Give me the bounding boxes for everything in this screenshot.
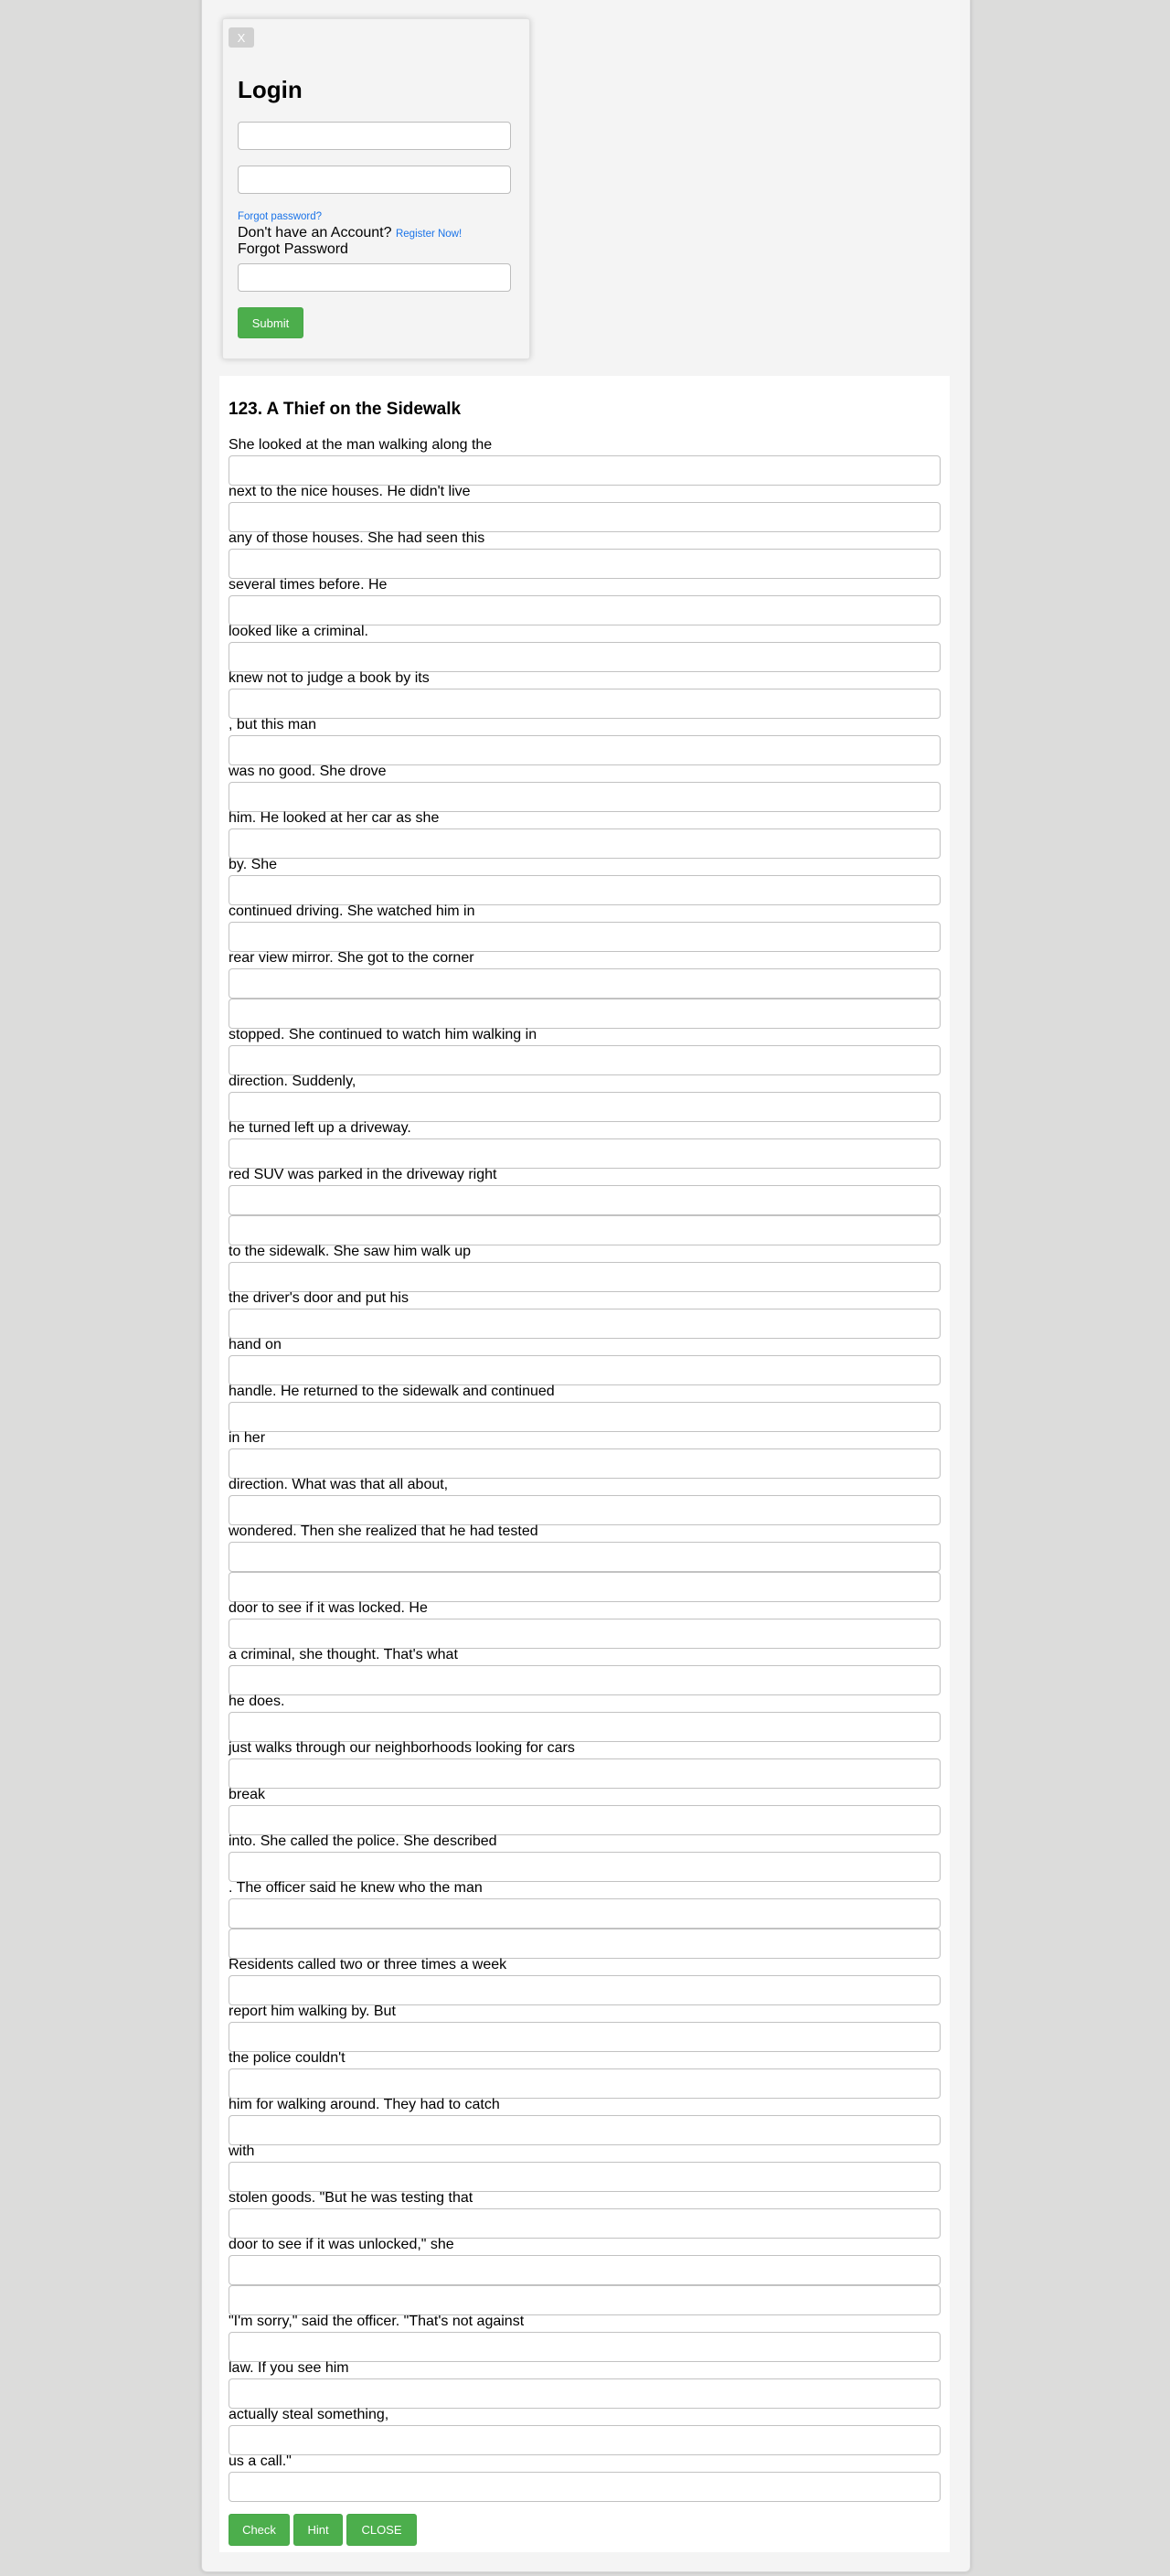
story-text-segment: was no good. She drove — [229, 764, 387, 779]
hint-button[interactable]: Hint — [293, 2514, 343, 2546]
blank-input[interactable] — [229, 549, 941, 579]
story-text-segment: the driver's door and put his — [229, 1290, 409, 1306]
blank-input[interactable] — [229, 1898, 941, 1929]
blank-input[interactable] — [229, 1495, 941, 1525]
story-text-segment: any of those houses. She had seen this — [229, 530, 485, 546]
story-text-segment: by. She — [229, 857, 278, 872]
story-text-segment: Residents called two or three times a week — [229, 1957, 507, 1972]
check-button[interactable]: Check — [229, 2514, 290, 2546]
blank-input[interactable] — [229, 2115, 941, 2145]
blank-input[interactable] — [229, 2285, 941, 2315]
story-title: 123. A Thief on the Sidewalk — [229, 400, 462, 419]
blank-input[interactable] — [229, 1805, 941, 1835]
story-text-segment: him. He looked at her car as she — [229, 810, 440, 826]
blank-input[interactable] — [229, 1665, 941, 1695]
story-text-segment: red SUV was parked in the driveway right — [229, 1167, 497, 1182]
blank-input[interactable] — [229, 1572, 941, 1602]
story-text-segment: several times before. He — [229, 577, 388, 593]
blank-input[interactable] — [229, 1215, 941, 1245]
story-text-segment: rear view mirror. She got to the corner — [229, 950, 474, 966]
story-text-segment: stopped. She continued to watch him walking in — [229, 1027, 537, 1042]
story-text-segment: with — [229, 2143, 255, 2159]
story-text-segment: hand on — [229, 1337, 282, 1352]
blank-input[interactable] — [229, 1092, 941, 1122]
blank-input[interactable] — [229, 595, 941, 625]
register-link[interactable]: Register Now! — [395, 229, 463, 240]
forgot-password-heading: Forgot Password — [238, 241, 348, 257]
story-text-segment: a criminal, she thought. That's what — [229, 1647, 458, 1662]
blank-input[interactable] — [229, 2425, 941, 2455]
blank-input[interactable] — [229, 828, 941, 859]
story-text-segment: into. She called the police. She described — [229, 1833, 497, 1849]
story-text-segment: direction. Suddenly, — [229, 1074, 356, 1089]
story-text-segment: he does. — [229, 1694, 285, 1709]
blank-input[interactable] — [229, 1852, 941, 1882]
blank-input[interactable] — [229, 1758, 941, 1789]
story-text-segment: "I'm sorry," said the officer. "That's not against — [229, 2314, 525, 2329]
blank-input[interactable] — [229, 2472, 941, 2502]
blank-input[interactable] — [229, 455, 941, 486]
story-text-segment: continued driving. She watched him in — [229, 903, 475, 919]
story-text-segment: handle. He returned to the sidewalk and continued — [229, 1384, 555, 1399]
story-text-segment: law. If you see him — [229, 2360, 349, 2376]
blank-input[interactable] — [229, 689, 941, 719]
no-account-text: Don't have an Account? — [238, 225, 392, 240]
story-text-segment: direction. What was that all about, — [229, 1477, 449, 1492]
blank-input[interactable] — [229, 2332, 941, 2362]
blank-input[interactable] — [229, 1619, 941, 1649]
blank-input[interactable] — [229, 502, 941, 532]
story-text-segment: break — [229, 1787, 266, 1802]
story-text-segment: to the sidewalk. She saw him walk up — [229, 1244, 472, 1259]
blank-input[interactable] — [229, 2022, 941, 2052]
blank-input[interactable] — [229, 1542, 941, 1572]
story-text-segment: the police couldn't — [229, 2050, 346, 2066]
blank-input[interactable] — [229, 2208, 941, 2239]
login-title: Login — [238, 76, 303, 103]
story-text-segment: stolen goods. "But he was testing that — [229, 2190, 473, 2206]
username-input[interactable] — [238, 122, 511, 150]
blank-input[interactable] — [229, 968, 941, 999]
blank-input[interactable] — [229, 1185, 941, 1215]
register-line — [238, 225, 462, 242]
blank-input[interactable] — [229, 1138, 941, 1169]
blank-input[interactable] — [229, 2162, 941, 2192]
forgot-email-input[interactable] — [238, 263, 511, 292]
blank-input[interactable] — [229, 999, 941, 1029]
story-text-segment: door to see if it was locked. He — [229, 1600, 428, 1616]
story-text-segment: looked like a criminal. — [229, 624, 368, 639]
story-text-segment: in her — [229, 1430, 266, 1446]
blank-input[interactable] — [229, 1309, 941, 1339]
blank-input[interactable] — [229, 1355, 941, 1385]
story-text-segment: he turned left up a driveway. — [229, 1120, 411, 1136]
blank-input[interactable] — [229, 2378, 941, 2409]
story-text-segment: us a call." — [229, 2453, 292, 2469]
forgot-password-link[interactable]: Forgot password? — [238, 211, 323, 222]
story-text-segment: wondered. Then she realized that he had tested — [229, 1523, 538, 1539]
password-input[interactable] — [238, 166, 511, 194]
story-text-segment: She looked at the man walking along the — [229, 437, 493, 453]
blank-input[interactable] — [229, 735, 941, 765]
blank-input[interactable] — [229, 875, 941, 905]
story-text-segment: actually steal something, — [229, 2407, 389, 2422]
blank-input[interactable] — [229, 1712, 941, 1742]
close-login-button[interactable]: X — [229, 27, 254, 48]
close-button[interactable]: CLOSE — [346, 2514, 417, 2546]
blank-input[interactable] — [229, 2255, 941, 2285]
story-text-segment: . The officer said he knew who the man — [229, 1880, 483, 1896]
blank-input[interactable] — [229, 642, 941, 672]
blank-input[interactable] — [229, 1045, 941, 1075]
story-text-segment: , but this man — [229, 717, 317, 732]
blank-input[interactable] — [229, 1262, 941, 1292]
blank-input[interactable] — [229, 1929, 941, 1959]
story-text-segment: just walks through our neighborhoods looking for cars — [229, 1740, 575, 1756]
story-text-segment: him for walking around. They had to catch — [229, 2097, 500, 2112]
blank-input[interactable] — [229, 782, 941, 812]
blank-input[interactable] — [229, 2068, 941, 2099]
blank-input[interactable] — [229, 1402, 941, 1432]
story-text-segment: next to the nice houses. He didn't live — [229, 484, 471, 499]
story-text-segment: knew not to judge a book by its — [229, 670, 430, 686]
blank-input[interactable] — [229, 1448, 941, 1479]
submit-button[interactable]: Submit — [238, 307, 303, 338]
blank-input[interactable] — [229, 1975, 941, 2005]
story-text-segment: door to see if it was unlocked," she — [229, 2237, 454, 2252]
story-text-segment: report him walking by. But — [229, 2004, 396, 2019]
blank-input[interactable] — [229, 922, 941, 952]
